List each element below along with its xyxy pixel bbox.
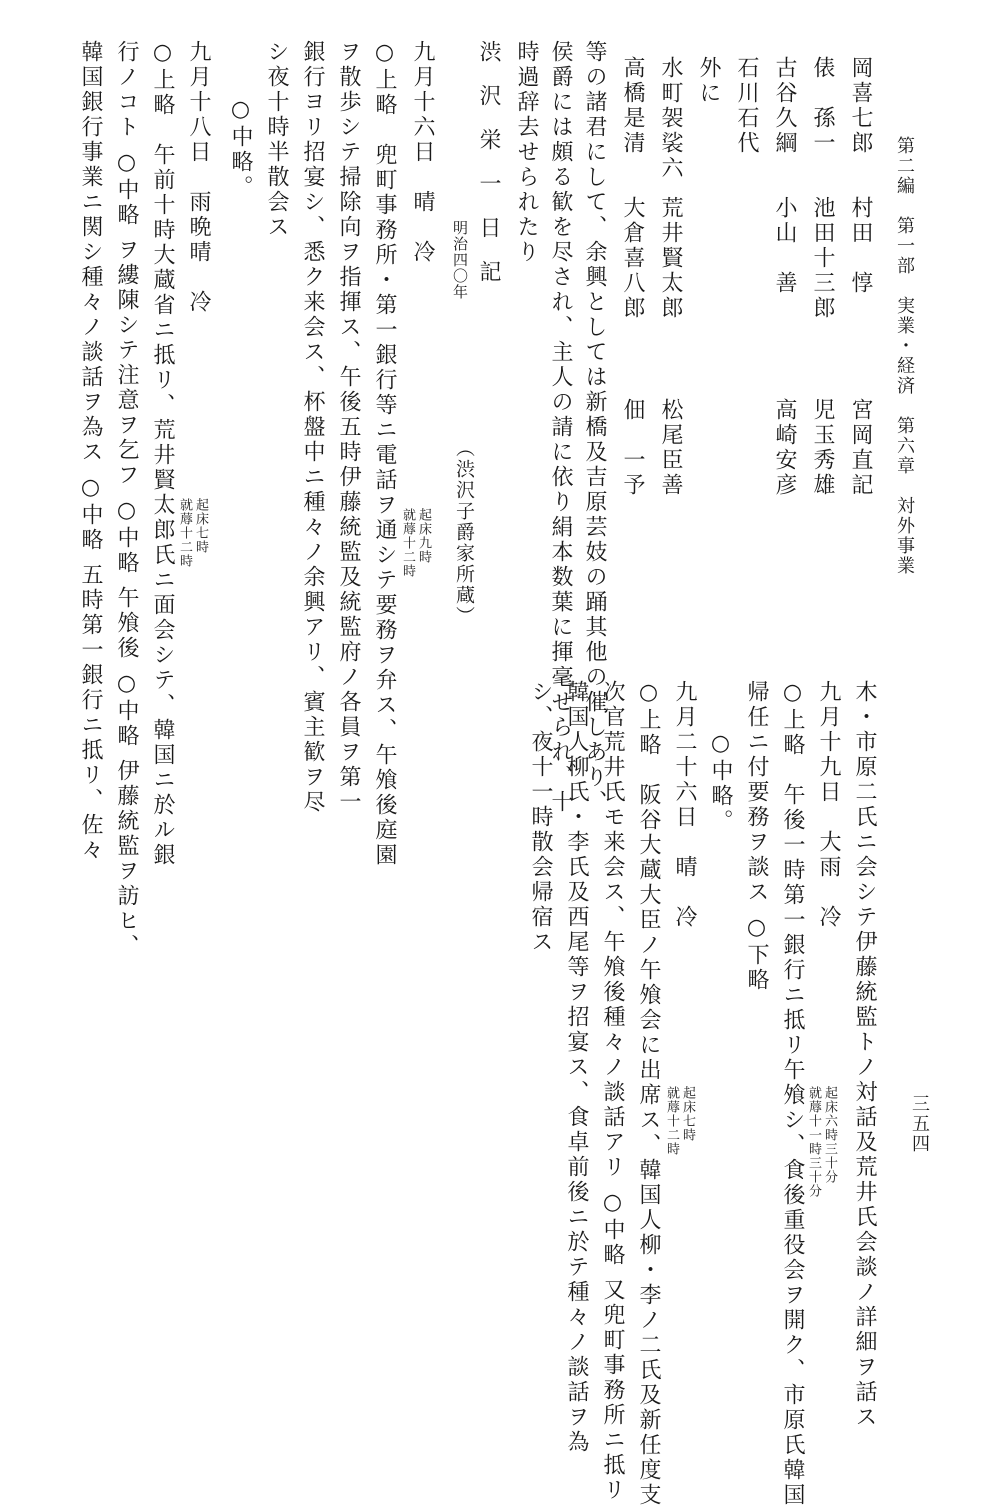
- page-number: 三五四: [909, 1094, 930, 1154]
- guest-name: 宮岡直記: [848, 398, 873, 498]
- guest-name: 荒井賢太郎: [658, 196, 683, 321]
- guest-name: 高崎安彦: [772, 398, 797, 498]
- sleep-note: 就蓐十一時三十分: [806, 1086, 821, 1198]
- guest-name: 水町袈裟六: [658, 56, 683, 181]
- wake-note: 起床七時: [193, 498, 208, 554]
- diary-year: 明治四〇年: [451, 220, 469, 300]
- entry-line: ○上略 午後一時第一銀行ニ抵リ午飧シ、食後重役会ヲ開ク、市原氏韓国: [780, 680, 805, 1508]
- sleep-note: 就蓐十二時: [400, 508, 415, 578]
- narrative-line: 等の諸君にして、余興としては新橋及吉原芸妓の踊其他の催しあり、: [582, 40, 607, 815]
- entry-line: 次官荒井氏モ来会ス、午飧後種々ノ談話アリ ○中略 又兜町事務所ニ抵リ: [600, 680, 625, 1503]
- entry-date: 九月十八日 雨晩晴 冷: [186, 40, 211, 315]
- diary-source: （渋沢子爵家所蔵）: [453, 438, 475, 627]
- entry-line: ○上略 兜町事務所・第一銀行等ニ電話ヲ通シテ要務ヲ弁ス、午飧後庭園: [372, 40, 397, 868]
- guest-name: 古谷久綱: [772, 56, 797, 156]
- narrative-line: 侯爵には頗る歓を尽され、主人の請に依り絹本数葉に揮毫せられ、十: [548, 40, 573, 815]
- entry-line: ○上略 午前十時大蔵省ニ抵リ、荒井賢太郎氏ニ面会シテ、韓国ニ於ル銀: [150, 40, 175, 868]
- entry-line: ヲ散歩シテ掃除向ヲ指揮ス、午後五時伊藤統監及統監府ノ各員ヲ第一: [336, 40, 361, 815]
- guest-name: 児玉秀雄: [810, 398, 835, 498]
- guest-name: 俵 孫一: [810, 56, 835, 156]
- guest-name: 大倉喜八郎: [620, 196, 645, 321]
- omission-mark: ○中略。: [228, 72, 253, 200]
- entry-date: 九月二十六日 晴 冷: [672, 680, 697, 930]
- entry-line: 木・市原二氏ニ会シテ伊藤統監トノ対話及荒井氏会談ノ詳細ヲ話ス: [852, 680, 877, 1430]
- entry-line: 韓国人柳氏・李氏及西尾等ヲ招宴ス、食卓前後ニ於テ種々ノ談話ヲ為: [564, 680, 589, 1455]
- wake-note: 起床六時三十分: [822, 1086, 837, 1184]
- entry-line: ○上略 阪谷大蔵大臣ノ午飧会に出席ス、韓国人柳・李ノ二氏及新任度支: [636, 680, 661, 1508]
- entry-line: シ夜十時半散会ス: [264, 40, 289, 240]
- wake-note: 起床七時: [680, 1086, 695, 1142]
- entry-line: 韓国銀行事業ニ関シ種々ノ談話ヲ為ス ○中略 五時第一銀行ニ抵リ、佐々: [78, 40, 103, 863]
- guest-list-intro: 外に: [696, 56, 721, 106]
- entry-date: 九月十九日 大雨 冷: [816, 680, 841, 930]
- sleep-note: 就蓐十二時: [664, 1086, 679, 1156]
- entry-date: 九月十六日 晴 冷: [410, 40, 435, 265]
- running-header: 第二編 第一部 実業・経済 第六章 対外事業: [894, 136, 915, 576]
- entry-line: 銀行ヨリ招宴シ、悉ク来会ス、杯盤中ニ種々ノ余興アリ、賓主歓ヲ尽: [300, 40, 325, 815]
- diary-title: 渋沢栄一日記: [476, 40, 501, 304]
- sleep-note: 就蓐十二時: [177, 498, 192, 568]
- entry-line: 帰任ニ付要務ヲ談ス ○下略: [744, 680, 769, 993]
- narrative-line: 時過辞去せられたり: [514, 40, 539, 265]
- omission-mark: ○中略。: [708, 706, 733, 834]
- wake-note: 起床九時: [416, 508, 431, 564]
- guest-name: 高橋是清: [620, 56, 645, 156]
- guest-name: 池田十三郎: [810, 196, 835, 321]
- guest-name: 岡喜七郎: [848, 56, 873, 156]
- entry-line: シ、夜十一時散会帰宿ス: [528, 680, 553, 955]
- guest-name: 佃 一予: [620, 398, 645, 498]
- guest-name: 石川石代: [734, 56, 759, 156]
- entry-line: 行ノコト ○中略 ヲ縷陳シテ注意ヲ乞フ ○中略 午飧後 ○中略 伊藤統監ヲ訪ヒ、: [114, 40, 139, 959]
- guest-name: 村田 惇: [848, 196, 873, 296]
- guest-name: 小山 善: [772, 196, 797, 296]
- guest-name: 松尾臣善: [658, 398, 683, 498]
